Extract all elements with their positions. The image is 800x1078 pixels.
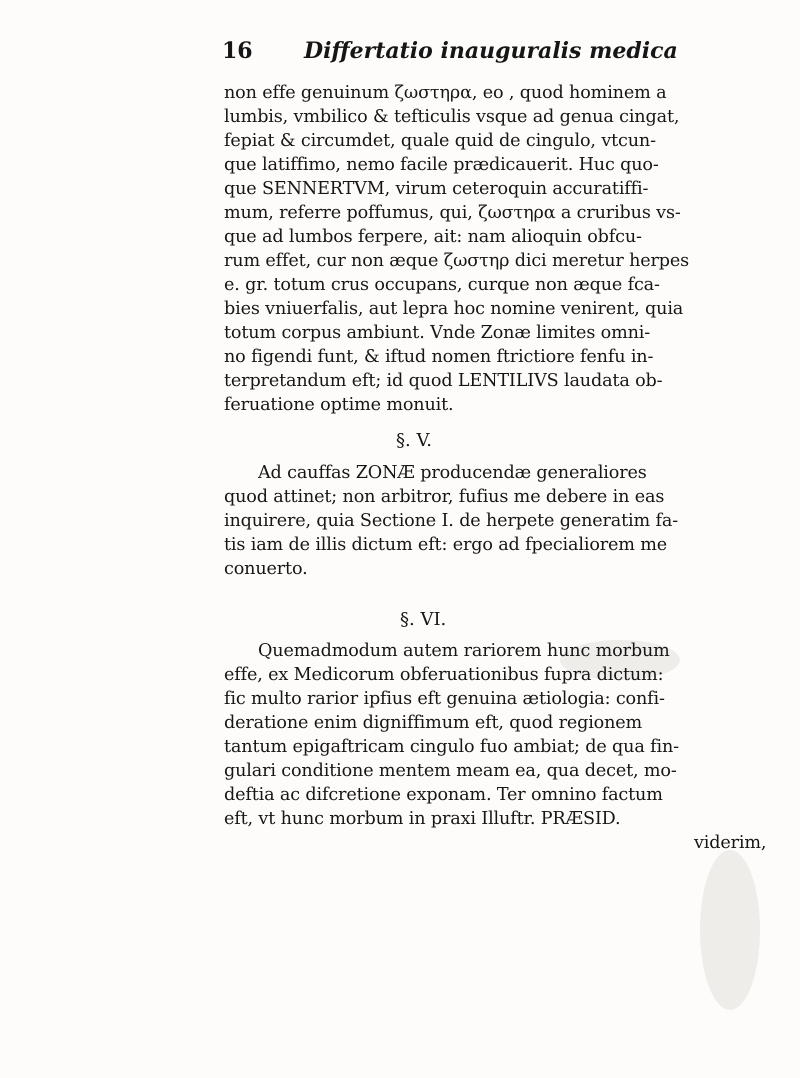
text-line: conuerto. bbox=[224, 559, 308, 579]
text-line: e. gr. totum crus occupans, curque non æque fca- bbox=[224, 275, 660, 295]
text-line: que latiffimo, nemo facile prædicauerit. Huc quo- bbox=[224, 155, 659, 175]
text-line: que ad lumbos ferpere, ait: nam alioquin obfcu- bbox=[224, 227, 642, 247]
text-line: terpretandum eft; id quod LENTILIVS laudata ob- bbox=[224, 371, 663, 391]
text-line: no figendi funt, & iftud nomen ftrictiore fenfu in- bbox=[224, 347, 654, 367]
text-line: non effe genuinum ζωστηρα, eo , quod hominem a bbox=[224, 83, 667, 103]
paper-stain bbox=[700, 850, 760, 1010]
running-head: Differtatio inauguralis medica bbox=[304, 38, 678, 64]
text-line: deftia ac difcretione exponam. Ter omnino factum bbox=[224, 785, 663, 805]
text-line: rum effet, cur non æque ζωστηρ dici meretur herpes bbox=[224, 251, 690, 271]
page-header bbox=[222, 38, 800, 74]
text-line: fic multo rarior ipfius eft genuina ætiologia: confi- bbox=[224, 689, 665, 709]
text-line: totum corpus ambiunt. Vnde Zonæ limites omni- bbox=[224, 323, 651, 343]
text-line: bies vniuerfalis, aut lepra hoc nomine venirent, quia bbox=[224, 299, 684, 319]
text-line: que SENNERTVM, virum ceteroquin accuratiffi- bbox=[224, 179, 649, 199]
text-line: viderim, bbox=[694, 833, 767, 853]
text-line: Ad cauffas ZONÆ producendæ generaliores bbox=[258, 463, 647, 483]
text-line: inquirere, quia Sectione I. de herpete generatim fa- bbox=[224, 511, 678, 531]
text-line: gulari conditione mentem meam ea, qua decet, mo- bbox=[224, 761, 677, 781]
text-line: eft, vt hunc morbum in praxi Illuftr. PRÆSID. bbox=[224, 809, 621, 829]
section-heading-v: §. V. bbox=[396, 430, 433, 451]
text-line: Quemadmodum autem rariorem hunc morbum bbox=[258, 641, 670, 661]
page-number: 16 bbox=[222, 38, 253, 64]
text-line: mum, referre poffumus, qui, ζωστηρα a cruribus vs- bbox=[224, 203, 681, 223]
text-line: lumbis, vmbilico & tefticulis vsque ad genua cingat, bbox=[224, 107, 680, 127]
text-line: tis iam de illis dictum eft: ergo ad fpecialiorem me bbox=[224, 535, 668, 555]
text-line: effe, ex Medicorum obferuationibus fupra dictum: bbox=[224, 665, 664, 685]
text-line: fepiat & circumdet, quale quid de cingulo, vtcun- bbox=[224, 131, 656, 151]
text-line: feruatione optime monuit. bbox=[224, 395, 454, 415]
text-line: deratione enim digniffimum eft, quod regionem bbox=[224, 713, 643, 733]
text-line: quod attinet; non arbitror, fufius me debere in eas bbox=[224, 487, 665, 507]
section-heading-vi: §. VI. bbox=[400, 609, 447, 630]
text-line: tantum epigaftricam cingulo fuo ambiat; de qua fin- bbox=[224, 737, 679, 757]
